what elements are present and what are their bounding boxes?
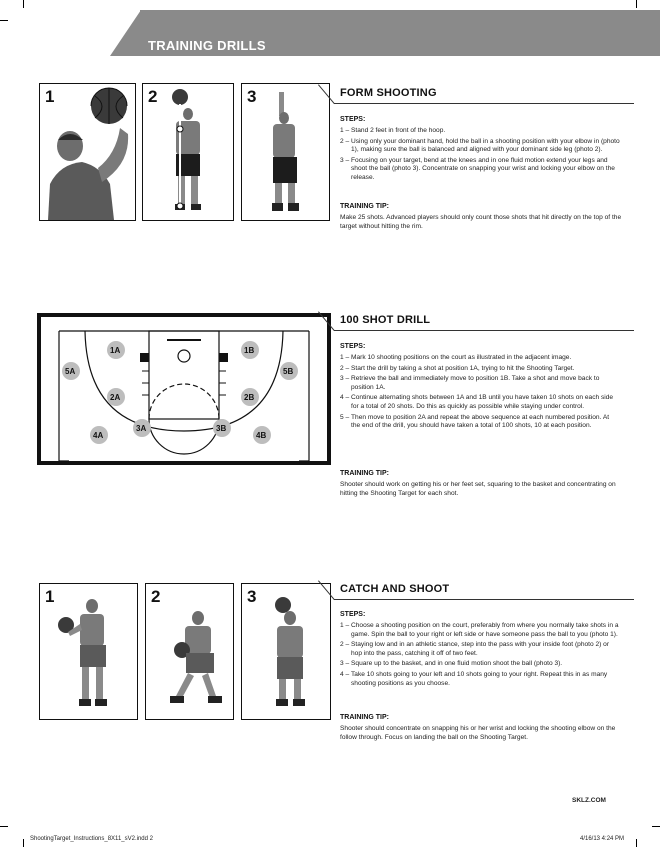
crop-mark [636, 0, 637, 8]
photo-number: 3 [247, 587, 257, 606]
court-position-1b: 1B [244, 346, 255, 355]
form-shooting-title: FORM SHOOTING [340, 87, 437, 99]
list-item: 2 – Using only your dominant hand, hold the ball in a shooting position with your elbow in (photo 1), making sure the ball is balanced and aligned with your dominant side leg (photo 2). [340, 137, 620, 154]
header-bar-notch [110, 10, 141, 56]
crop-mark [0, 826, 8, 827]
court-position-1a: 1A [110, 346, 121, 355]
crop-mark [636, 839, 637, 847]
photo-number: 2 [148, 87, 158, 106]
photo-number: 3 [247, 87, 257, 106]
player-figure [40, 584, 137, 719]
court-position-2a: 2A [110, 393, 121, 402]
hundred-shot-steps [340, 354, 620, 433]
list-item: 3 – Retrieve the ball and immediately move to position 1B. Take a shot and move back to position 1A. [340, 375, 600, 391]
court-position-5a: 5A [65, 367, 76, 376]
crop-mark [23, 0, 24, 8]
catch-shoot-photo-2 [145, 583, 234, 720]
court-position-5b: 5B [283, 367, 294, 376]
training-tip-label: TRAINING TIP: [340, 203, 389, 210]
list-item: 3 – Focusing on your target, bend at the knees and in one fluid motion extend your legs and shoot the ball (photo 3). Concentrate on snapping your wrist and locking your elbow on the release. [340, 156, 615, 181]
training-tip-label: TRAINING TIP: [340, 470, 389, 477]
player-figure [146, 584, 233, 719]
list-item: 5 – Then move to position 2A and repeat the above sequence at each numbered position. At the end of the drill, you should have taken a total of 100 shots, 10 at each position. [340, 413, 610, 430]
player-figure [143, 84, 233, 220]
list-item: 1 – Stand 2 feet in front of the hoop. [340, 127, 446, 134]
catch-shoot-steps [340, 622, 620, 690]
crop-mark [23, 839, 24, 847]
form-shooting-photo-2 [142, 83, 234, 221]
training-tip-text: Shooter should work on getting his or her feet set, squaring to the basket and concentrating on hitting the Shooting Target for each shot. [340, 481, 616, 497]
footer-filename: ShootingTarget_Instructions_8X11_sV2.indd 2 [30, 836, 153, 842]
form-shooting-photo-1 [39, 83, 136, 221]
list-item: 4 – Continue alternating shots between 1A and 1B until you have taken 10 shots on each side for a total of 20 shots. Do this as quickly as possible while staying under control. [340, 394, 614, 410]
footer-date: 4/16/13 4:24 PM [580, 836, 625, 842]
section-title-rule [334, 330, 634, 331]
list-item: 4 – Take 10 shots going to your left and 10 shots going to your right. Repeat this in as many shooting positions as you choose. [340, 670, 608, 687]
training-tip-text: Shooter should concentrate on snapping his or her wrist and locking the shooting elbow on the follow through. Focus on landing the ball on the Shooting Target. [340, 725, 616, 741]
court-position-3a: 3A [136, 424, 147, 433]
form-shooting-steps [340, 127, 620, 185]
training-tip-label: TRAINING TIP: [340, 714, 389, 721]
training-tip-text: Make 25 shots. Advanced players should only count those shots that hit directly on the top of the target without hitting the rim. [340, 214, 622, 230]
crop-mark [652, 826, 660, 827]
photo-number: 1 [45, 87, 55, 106]
photo-number: 1 [45, 587, 55, 606]
catch-shoot-photo-3 [241, 583, 331, 720]
steps-label: STEPS: [340, 343, 366, 350]
section-title-rule [334, 599, 634, 600]
catch-shoot-title: CATCH AND SHOOT [340, 583, 450, 595]
hundred-shot-title: 100 SHOT DRILL [340, 314, 431, 326]
photo-number: 2 [151, 587, 161, 606]
list-item: 3 – Square up to the basket, and in one fluid motion shoot the ball (photo 3). [340, 660, 563, 668]
court-position-4b: 4B [256, 431, 267, 440]
player-figure [40, 84, 135, 220]
form-shooting-photo-3 [241, 83, 330, 221]
court-position-2b: 2B [244, 393, 255, 402]
list-item: 2 – Staying low and in an athletic stance, step into the pass with your inside foot (photo 2) or hop into the pass, catching it off of two feet. [340, 641, 610, 657]
list-item: 1 – Choose a shooting position on the court, preferably from where you normally take shots in a game. Spin the ball to your right or left side or have someone pass the ball to you (photo 1). [340, 622, 619, 638]
catch-shoot-photo-1 [39, 583, 138, 720]
steps-label: STEPS: [340, 611, 366, 618]
player-figure [242, 84, 329, 220]
section-title-rule [334, 103, 634, 104]
crop-mark [0, 20, 8, 21]
court-diagram [37, 313, 331, 465]
list-item: 2 – Start the drill by taking a shot at position 1A, trying to hit the Shooting Target. [340, 364, 575, 372]
player-figure [242, 584, 330, 719]
court-position-3b: 3B [216, 424, 227, 433]
court-position-4a: 4A [93, 431, 104, 440]
page-title: TRAINING DRILLS [148, 38, 266, 53]
list-item: 1 – Mark 10 shooting positions on the court as illustrated in the adjacent image. [340, 354, 572, 361]
brand-url: SKLZ.COM [572, 797, 606, 804]
steps-label: STEPS: [340, 116, 366, 123]
